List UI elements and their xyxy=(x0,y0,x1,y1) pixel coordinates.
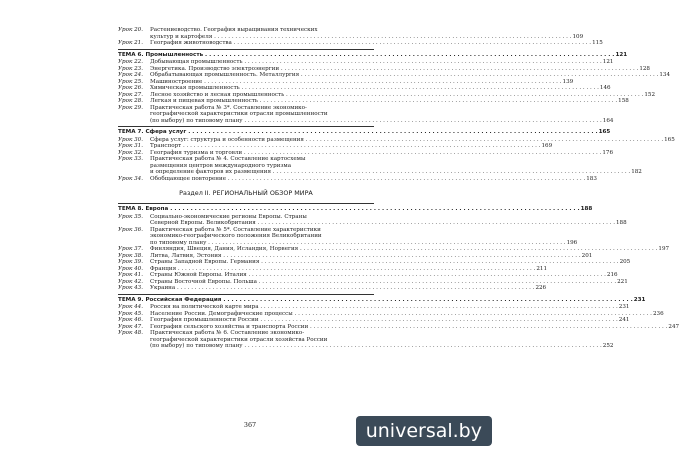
page-ref: 152 xyxy=(644,91,656,98)
lesson-title: Литва, Латвия, Эстония . . . xyxy=(150,253,581,260)
lesson-number: Урок 38. xyxy=(118,252,144,259)
lesson-number: Урок 23. xyxy=(118,65,144,72)
topic-title: ТЕМА 6. Промышленность . . . xyxy=(118,52,614,59)
topic-title: ТЕМА 8. Европа . . . xyxy=(118,206,580,213)
watermark-logo: universal.by xyxy=(356,416,492,446)
lesson-title: Страны Западной Европы. Германия . . . xyxy=(150,259,619,266)
lesson-number: Урок 34. xyxy=(118,175,144,182)
page-ref: 241 xyxy=(618,317,630,323)
page-ref: 216 xyxy=(606,272,618,278)
page-ref: 197 xyxy=(658,246,670,252)
page-ref: 188 xyxy=(580,206,593,212)
lesson-title-line: географической характеристики отрасли хозяйства России xyxy=(150,336,328,343)
lesson-title: Энергетика. Производство электроэнергии . . . xyxy=(150,66,638,73)
lesson-title-line: Северной Европы. Великобритания . . . xyxy=(150,220,615,227)
lesson-number: Урок 33. xyxy=(118,156,144,162)
toc-entry xyxy=(118,156,642,176)
lesson-title: Население России. Демографические процессы . . . xyxy=(150,311,652,318)
toc-entry xyxy=(118,27,584,40)
page-ref: 109 xyxy=(572,33,584,40)
lesson-title: Легкая и пищевая промышленность . . . xyxy=(150,98,617,105)
lesson-title: Лесное хозяйство и лесная промышленность . . . xyxy=(150,92,643,99)
page-ref: 165 xyxy=(664,136,675,143)
page-ref: 211 xyxy=(536,265,548,272)
page-ref: 205 xyxy=(619,259,631,265)
topic-heading xyxy=(118,126,611,136)
lesson-number: Урок 25. xyxy=(118,78,144,85)
lesson-title-line: экономико-географического положения Великобритании xyxy=(150,233,322,239)
lesson-number: Урок 27. xyxy=(118,91,144,98)
page-ref: 139 xyxy=(562,78,574,85)
page-ref: 128 xyxy=(639,65,650,72)
page-ref: 121 xyxy=(615,51,628,58)
lesson-number: Урок 43. xyxy=(118,285,144,291)
lesson-number: Урок 44. xyxy=(118,304,144,310)
topic-title: ТЕМА 7. Сфера услуг . . . xyxy=(118,129,598,136)
lesson-number: Урок 47. xyxy=(118,323,144,330)
table-of-contents xyxy=(118,27,679,350)
lesson-number: Урок 41. xyxy=(118,272,144,278)
lesson-title-line: Практическая работа № 3*. Составление экономико- xyxy=(150,104,307,111)
lesson-number: Урок 36. xyxy=(118,226,144,233)
lesson-title-line: размещения центров международного туризма xyxy=(150,162,292,169)
toc-entry xyxy=(118,213,627,227)
lesson-number: Урок 22. xyxy=(118,59,144,65)
page-ref: 188 xyxy=(616,220,627,226)
toc-entry xyxy=(118,226,578,247)
lesson-number: Урок 39. xyxy=(118,259,144,265)
page-ref: 231 xyxy=(633,296,646,303)
topic-heading xyxy=(118,49,628,59)
page-ref: 226 xyxy=(535,285,547,291)
lesson-title: Украина . . . xyxy=(150,285,534,292)
topic-title: ТЕМА 9. Российская Федерация . . . xyxy=(118,297,633,304)
lesson-title: Машиностроение . . . xyxy=(150,79,562,86)
page-ref: 221 xyxy=(617,278,628,285)
page-ref: 165 xyxy=(598,129,611,135)
page-ref: 146 xyxy=(599,85,611,91)
lesson-number: Урок 48. xyxy=(118,330,144,336)
page-ref: 247 xyxy=(668,323,679,330)
topic-heading xyxy=(118,203,593,213)
lesson-title: Сфера услуг: структура и особенности размещения . . . xyxy=(150,137,663,144)
page-ref: 134 xyxy=(659,72,671,78)
topic-heading xyxy=(118,294,646,304)
page-number: 367 xyxy=(243,421,257,429)
lesson-number: Урок 46. xyxy=(118,317,144,323)
lesson-title: Добывающая промышленность . . . xyxy=(150,59,602,66)
lesson-number: Урок 26. xyxy=(118,85,144,91)
lesson-title: География животноводства . . . xyxy=(150,40,591,47)
lesson-title: Финляндия, Швеция, Дания, Исландия, Норвегия . . . xyxy=(150,246,657,253)
lesson-title: Обобщающее повторение . . . xyxy=(150,176,585,183)
page-ref: 115 xyxy=(592,40,603,46)
lesson-title: Страны Восточной Европы. Польша . . . xyxy=(150,279,616,286)
lesson-title-line: Социально-экономические регионы Европы. Страны xyxy=(150,213,307,220)
lesson-title: География промышленности России . . . xyxy=(150,317,618,324)
lesson-title-line: по типовому плану . . . xyxy=(150,240,566,247)
toc-entry xyxy=(118,330,614,350)
lesson-number: Урок 20. xyxy=(118,27,144,33)
lesson-title-line: (по выбору) по типовому плану . . . xyxy=(150,343,602,350)
lesson-number: Урок 42. xyxy=(118,278,144,285)
page-ref: 183 xyxy=(586,175,597,182)
lesson-number: Урок 24. xyxy=(118,72,144,78)
lesson-number: Урок 28. xyxy=(118,98,144,104)
lesson-title: Франция . . . xyxy=(150,266,535,273)
lesson-number: Урок 37. xyxy=(118,246,144,252)
lesson-title-line: Практическая работа № 5*. Составление характеристики xyxy=(150,226,321,233)
lesson-title: География туризма и торговли . . . xyxy=(150,150,601,157)
page-ref: 201 xyxy=(581,252,593,259)
page-ref: 176 xyxy=(602,149,614,156)
lesson-title: Обрабатывающая промышленность. Металлургия . . . xyxy=(150,72,658,79)
lesson-title-line: и определение факторов их размещения . . . xyxy=(150,169,630,176)
lesson-number: Урок 45. xyxy=(118,310,144,317)
lesson-title: Транспорт . . . xyxy=(150,143,540,150)
lesson-title-line: Растениеводство. География выращивания технических xyxy=(150,27,318,33)
lesson-title-line: географической характеристики отрасли промышленности xyxy=(150,111,328,117)
lesson-number: Урок 32. xyxy=(118,149,144,156)
lesson-title: Россия на политической карте мира . . . xyxy=(150,304,618,311)
section-heading: Раздел II. РЕГИОНАЛЬНЫЙ ОБЗОР МИРА xyxy=(179,189,313,197)
lesson-title: Страны Южной Европы. Италия . . . xyxy=(150,272,606,279)
lesson-title-line: (по выбору) по типовому плану . . . xyxy=(150,118,602,125)
page-ref: 196 xyxy=(566,239,578,246)
toc-entry xyxy=(118,285,547,292)
lesson-number: Урок 35. xyxy=(118,213,144,220)
toc-entry xyxy=(118,104,614,125)
lesson-title: География сельского хозяйства и транспорта России . . . xyxy=(150,324,667,331)
toc-entry xyxy=(118,175,597,183)
lesson-title-line: Практическая работа № 6. Составление экономико- xyxy=(150,330,305,336)
page-ref: 121 xyxy=(602,59,614,65)
page-ref: 231 xyxy=(618,304,630,310)
lesson-number: Урок 21. xyxy=(118,40,144,46)
page-ref: 158 xyxy=(618,98,629,104)
lesson-title: Химическая промышленность . . . xyxy=(150,85,599,92)
lesson-number: Урок 40. xyxy=(118,265,144,272)
lesson-number: Урок 31. xyxy=(118,143,144,149)
toc-entry xyxy=(118,40,603,47)
lesson-title-line: Практическая работа № 4. Составление картосхемы xyxy=(150,156,306,162)
page-ref: 182 xyxy=(631,169,642,175)
page-ref: 236 xyxy=(652,310,664,317)
page-ref: 164 xyxy=(602,117,614,124)
page-ref: 169 xyxy=(541,143,553,149)
lesson-number: Урок 30. xyxy=(118,136,144,143)
page-ref: 252 xyxy=(602,343,614,349)
lesson-title-line: культур и картофеля . . . xyxy=(150,34,571,41)
lesson-number: Урок 29. xyxy=(118,104,144,111)
